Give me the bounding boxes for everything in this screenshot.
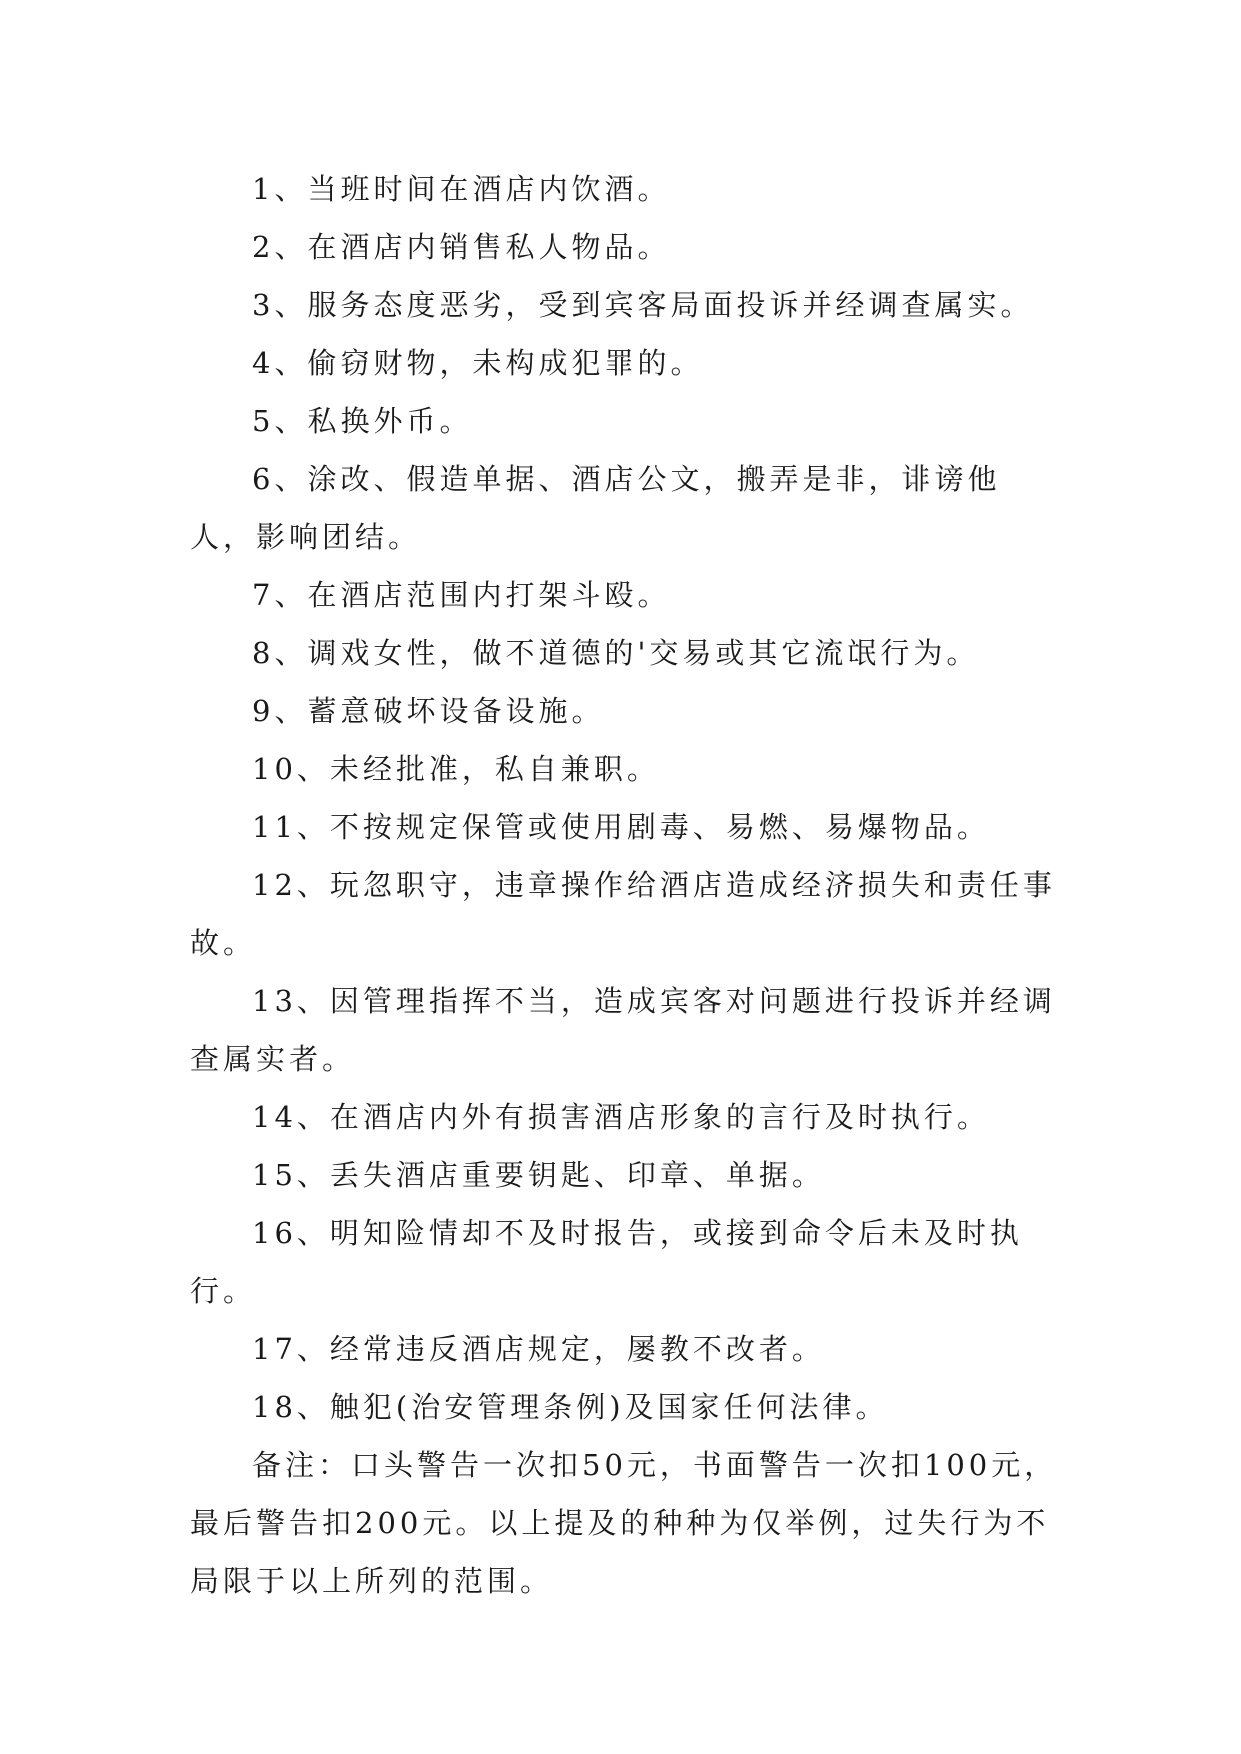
- list-item: 13、因管理指挥不当，造成宾客对问题进行投诉并经调查属实者。: [190, 984, 1056, 1076]
- list-item: 18、触犯(治安管理条例)及国家任何法律。: [252, 1390, 889, 1424]
- list-item: 7、在酒店范围内打架斗殴。: [252, 578, 671, 612]
- document-body: [190, 160, 1060, 1610]
- list-item: 12、玩忽职守，违章操作给酒店造成经济损失和责任事故。: [190, 868, 1056, 960]
- list-item: 17、经常违反酒店规定，屡教不改者。: [252, 1332, 825, 1366]
- list-item: 9、蓄意破坏设备设施。: [252, 694, 605, 728]
- list-item: 10、未经批准，私自兼职。: [252, 752, 660, 786]
- list-item: 4、偷窃财物，未构成犯罪的。: [252, 346, 704, 380]
- list-item: 3、服务态度恶劣，受到宾客局面投诉并经调查属实。: [252, 288, 1034, 322]
- list-item: 15、丢失酒店重要钥匙、印章、单据。: [252, 1158, 825, 1192]
- note-paragraph: 备注：口头警告一次扣50元，书面警告一次扣100元，最后警告扣200元。以上提及的种种为仅举例，过失行为不局限于以上所列的范围。: [190, 1448, 1058, 1598]
- list-item: 8、调戏女性，做不道德的'交易或其它流氓行为。: [252, 636, 980, 670]
- list-item: 11、不按规定保管或使用剧毒、易燃、易爆物品。: [252, 810, 990, 844]
- list-item: 6、涂改、假造单据、酒店公文，搬弄是非，诽谤他人，影响团结。: [190, 462, 1001, 554]
- list-item: 5、私换外币。: [252, 404, 473, 438]
- list-item: 2、在酒店内销售私人物品。: [252, 230, 671, 264]
- list-item: 16、明知险情却不及时报告，或接到命令后未及时执行。: [190, 1216, 1023, 1308]
- list-item: 1、当班时间在酒店内饮酒。: [252, 172, 671, 206]
- list-item: 14、在酒店内外有损害酒店形象的言行及时执行。: [252, 1100, 990, 1134]
